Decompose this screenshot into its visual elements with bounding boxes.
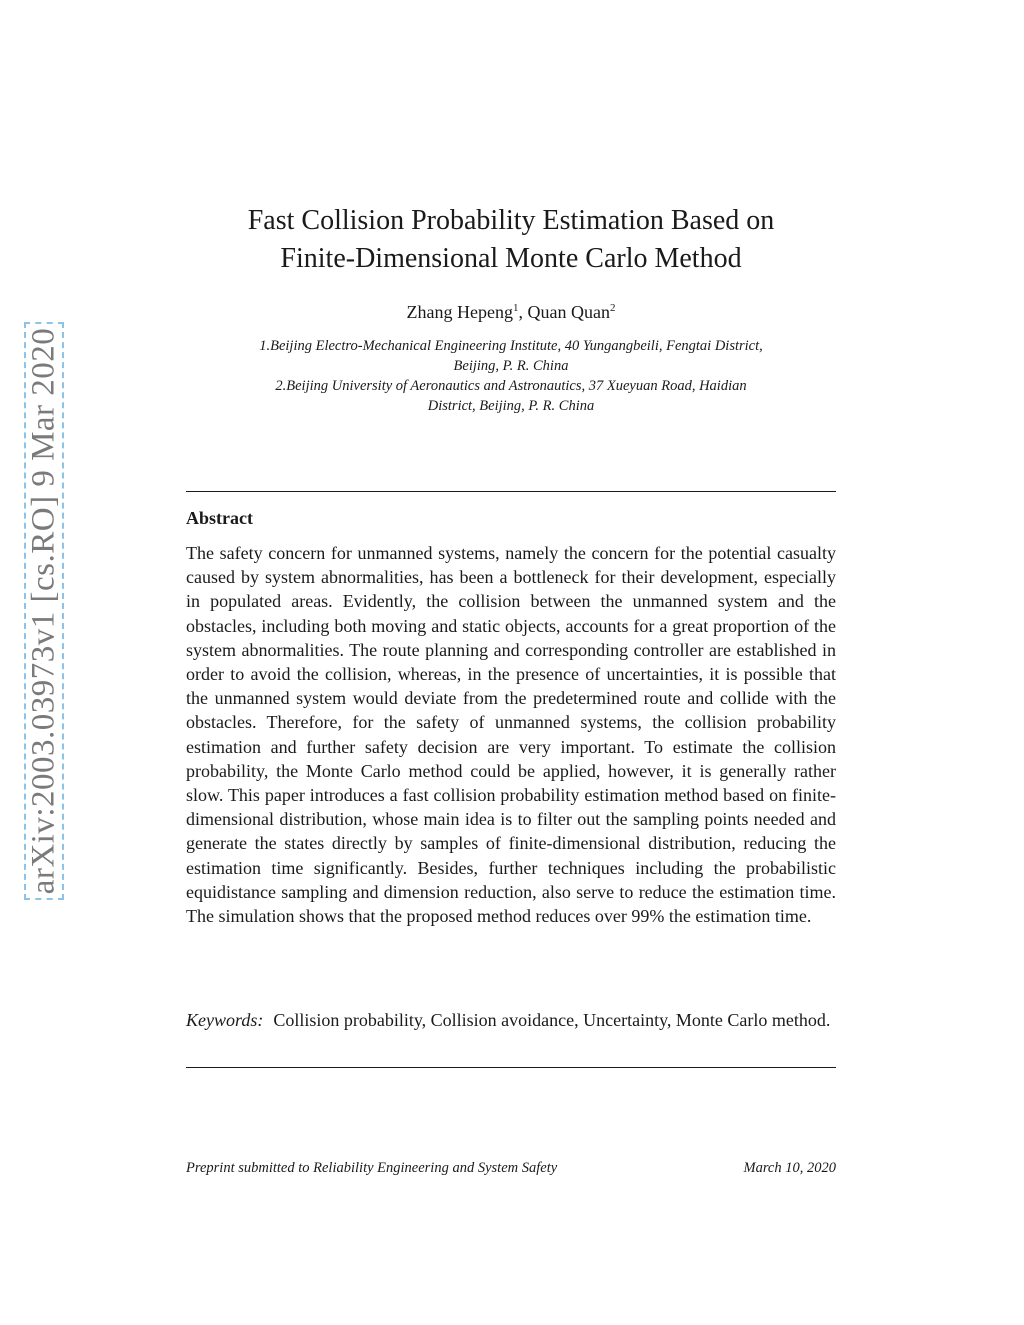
affiliation-1: [186, 336, 836, 376]
keywords-label: Keywords:: [186, 1010, 264, 1030]
affiliation-2: [186, 376, 836, 416]
title-line-2: Finite-Dimensional Monte Carlo Method: [280, 243, 742, 274]
arxiv-identifier: arXiv:2003.03973v1 [cs.RO] 9 Mar 2020: [25, 327, 62, 895]
title-line-1: Fast Collision Probability Estimation Based on: [247, 205, 775, 236]
affiliation-line: 2.Beijing University of Aeronautics and Astronautics, 37 Xueyuan Road, Haidian: [275, 378, 747, 394]
author-affiliation-mark: 2: [609, 302, 616, 314]
author-name: Quan Quan: [527, 302, 610, 322]
abstract-body: The safety concern for unmanned systems, namely the concern for the potential casualty caused by system abnormalities, has been a bottleneck for their development, especially in populated areas. Evidently, the collision between the unmanned system and the obstacles, including both moving and static objects, accounts for a great proportion of the system abnormalities. The route planning and corresponding controller are established in order to avoid the collision, whereas, in the presence of uncertainties, it is possible that the unmanned system would deviate from the predetermined route and collide with the obstacles. Therefore, for the safety of unmanned systems, the collision probability estimation and further safety decision are very important. To estimate the collision probability, the Monte Carlo method could be applied, however, it is generally rather slow. This paper introduces a fast collision probability estimation method based on finite-dimensional distribution, whose main idea is to filter out the sampling points needed and generate the states directly by samples of finite-dimensional distribution, reducing the estimation time significantly. Besides, further techniques including the probabilistic equidistance sampling and dimension reduction, also serve to reduce the estimation time. The simulation shows that the proposed method reduces over 99% the estimation time.: [186, 543, 836, 927]
arxiv-stamp: [24, 322, 64, 900]
affiliation-line: District, Beijing, P. R. China: [427, 398, 595, 414]
paper-title: [186, 202, 836, 278]
footer-date: March 10, 2020: [743, 1160, 836, 1176]
author-name: Zhang Hepeng: [406, 302, 513, 322]
author-separator: ,: [518, 302, 528, 322]
author-affiliation-mark: 1: [512, 302, 519, 314]
keywords: [186, 1008, 836, 1032]
abstract-top-rule: [186, 491, 836, 492]
keywords-text: Collision probability, Collision avoidance, Uncertainty, Monte Carlo method.: [273, 1010, 831, 1030]
abstract-bottom-rule: [186, 1067, 836, 1068]
affiliation-line: Beijing, P. R. China: [453, 358, 569, 374]
abstract-heading: Abstract: [186, 508, 253, 528]
author-list: [186, 302, 836, 323]
affiliation-line: 1.Beijing Electro-Mechanical Engineering Institute, 40 Yungangbeili, Fengtai District,: [259, 338, 763, 354]
preprint-notice: Preprint submitted to Reliability Engineering and System Safety: [186, 1160, 558, 1176]
